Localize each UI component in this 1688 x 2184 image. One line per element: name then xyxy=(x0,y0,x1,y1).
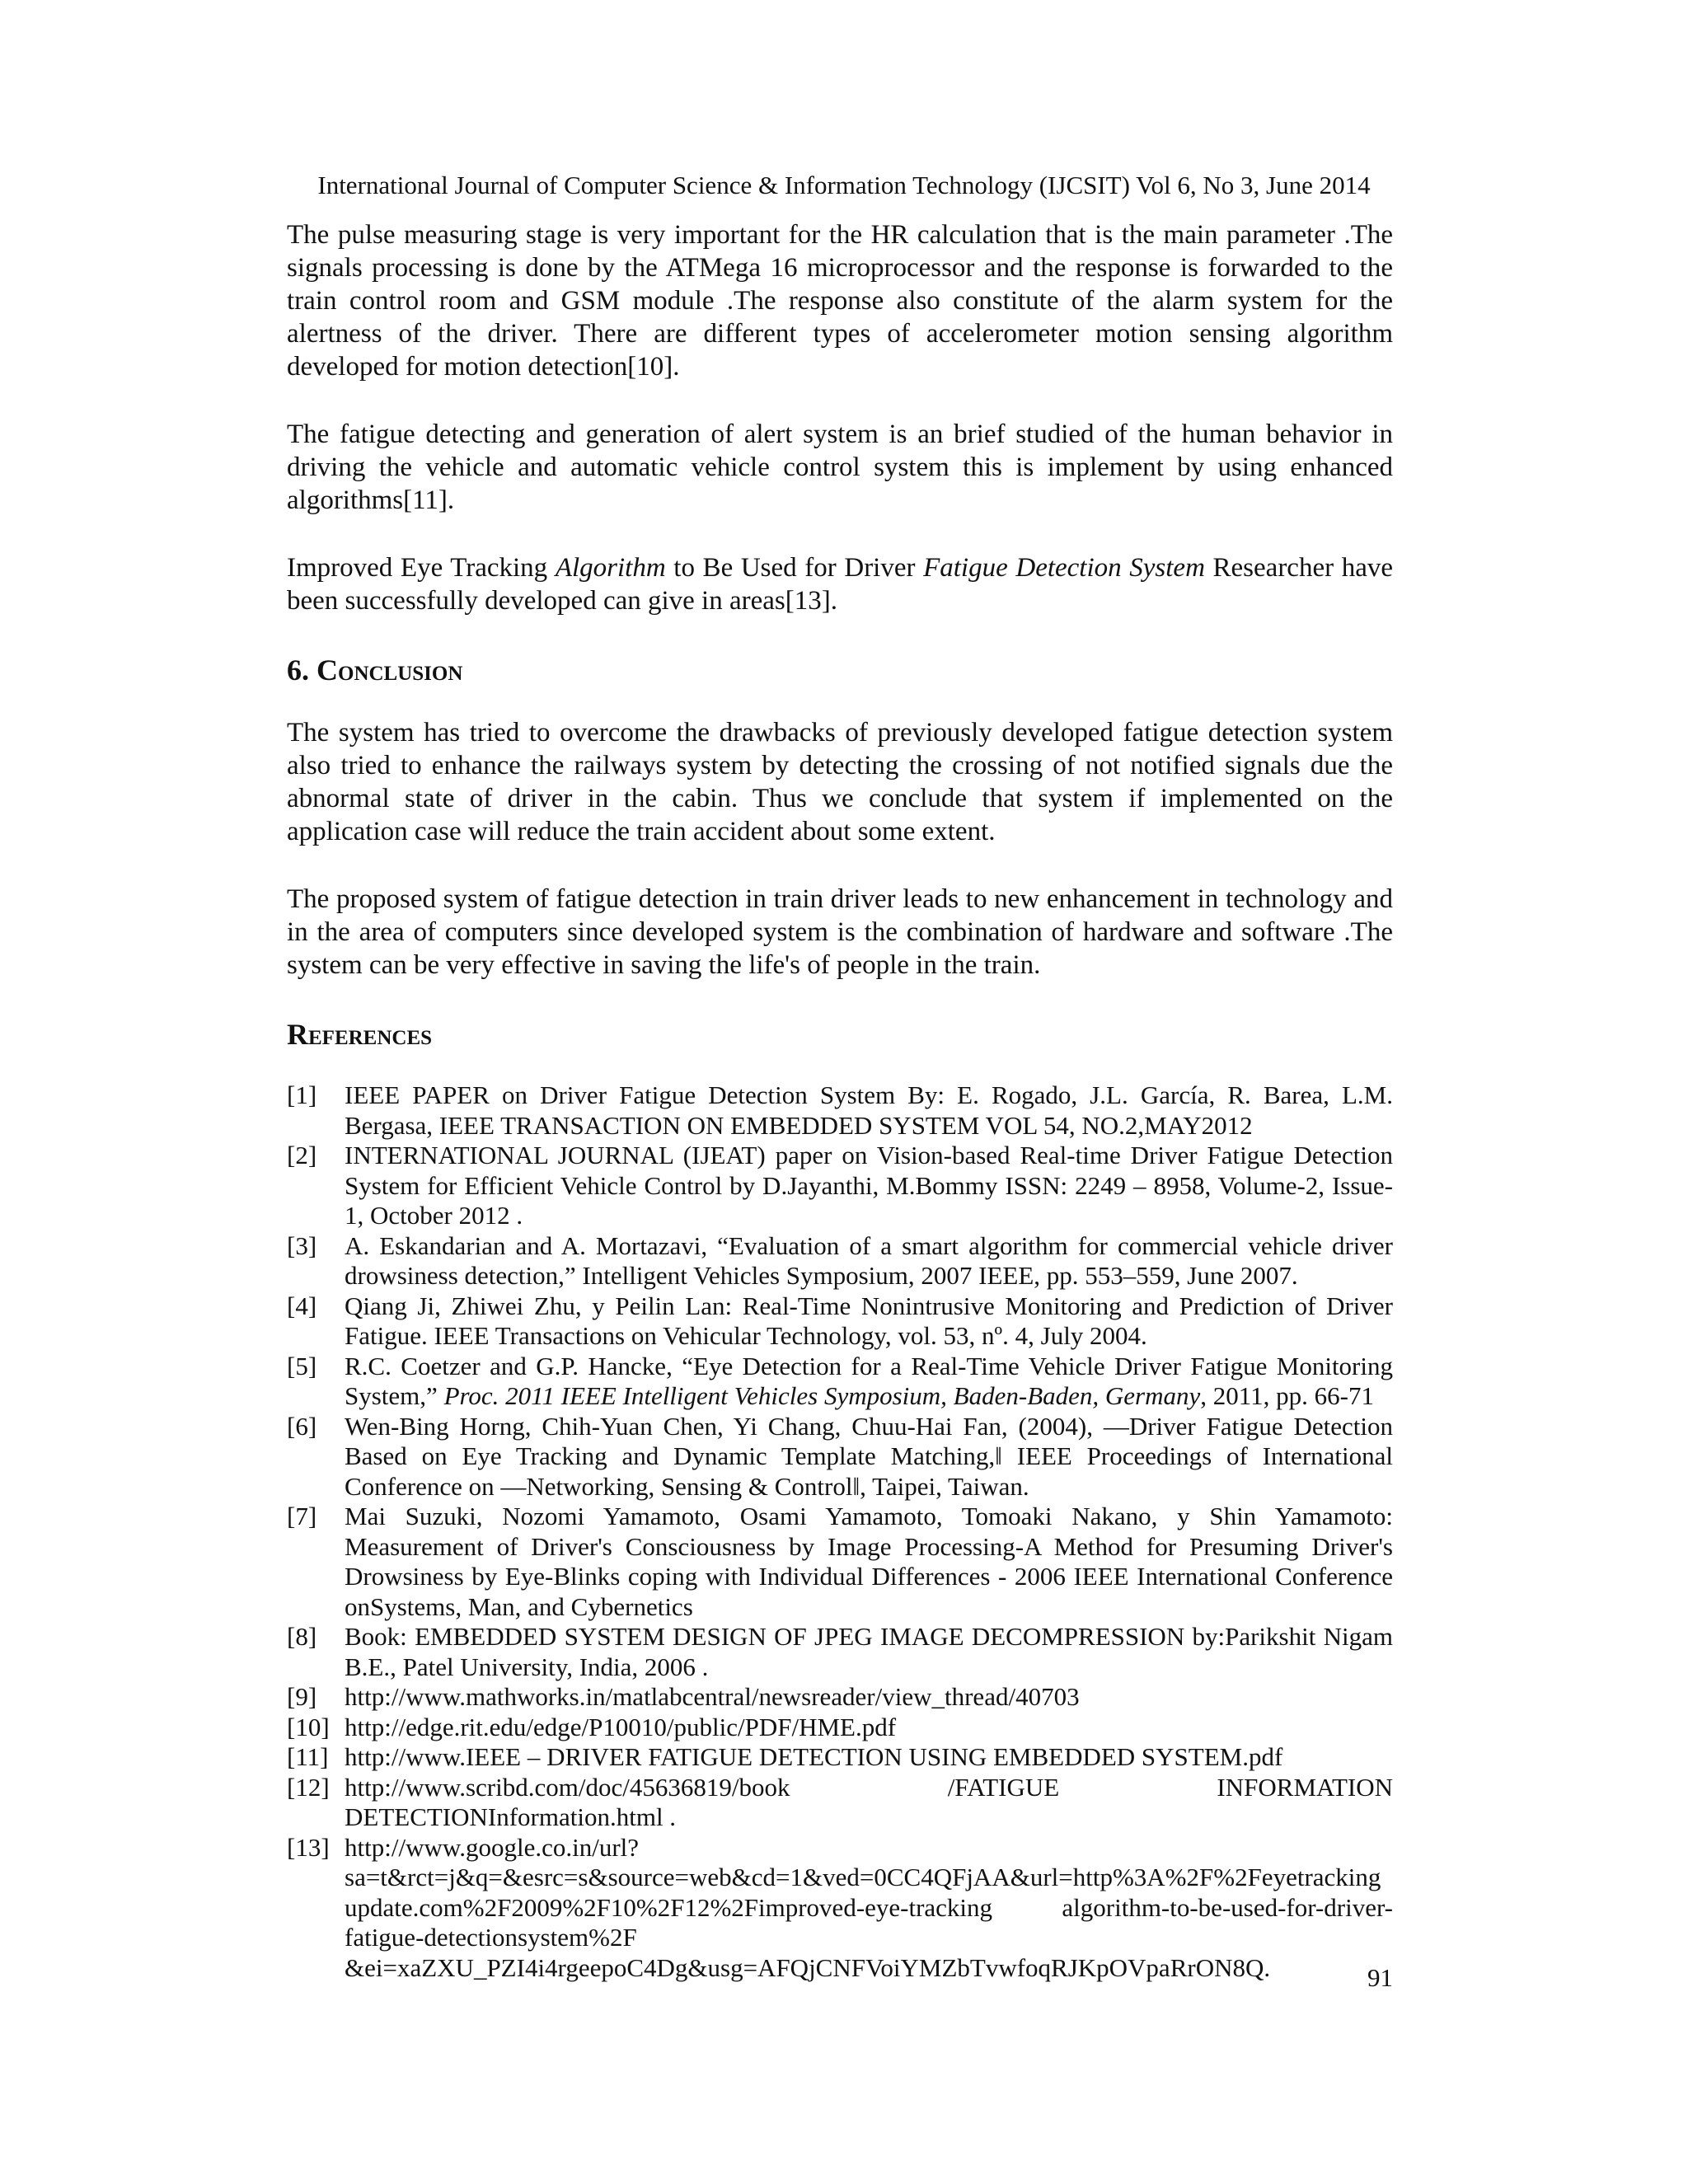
emphasis-algorithm: Algorithm xyxy=(555,553,666,583)
reference-text: Qiang Ji, Zhiwei Zhu, y Peilin Lan: Real-Time Nonintrusive Monitoring and Prediction of Driver Fatigue. IEEE Transactions on Vehicular Technology, vol. 53, nº. 4, July 2004. xyxy=(345,1291,1393,1350)
reference-item xyxy=(287,1231,1393,1291)
text-run: , 2011, pp. 66-71 xyxy=(1200,1381,1374,1410)
body-paragraph-eye-tracking xyxy=(287,551,1393,617)
emphasis-fatigue-system: Fatigue Detection System xyxy=(923,553,1205,583)
body-paragraph-fatigue-alert: The fatigue detecting and generation of alert system is an brief studied of the human behavior in driving the vehicle and automatic vehicle control system this is implement by using enhanced algorithms[11]. xyxy=(287,419,1393,515)
reference-link[interactable]: http://www.IEEE – DRIVER FATIGUE DETECTION USING EMBEDDED SYSTEM.pdf xyxy=(345,1742,1283,1771)
reference-link[interactable]: http://www.google.co.in/url?sa=t&rct=j&q=&esrc=s&source=web&cd=1&ved=0CC4QFjAA&url=http%3A%2F%2Feyetrackingupdate.com%2F2009%2F10%2F12%2Fimproved-eye-tracking algorithm-to-be-used-for-driver-fatigue-detectionsystem%2F &ei=xaZXU_PZI4i4rgeepoC4Dg&usg=AFQjCNFVoiYMZbTvwfoqRJKpOVpaRrON8Q. xyxy=(345,1832,1393,1982)
reference-number: [2] xyxy=(287,1141,317,1169)
reference-item xyxy=(287,1742,1393,1773)
page-content xyxy=(287,218,1393,1983)
reference-number: [7] xyxy=(287,1502,317,1530)
reference-item xyxy=(287,1291,1393,1352)
text-run: to Be Used for Driver xyxy=(665,553,924,583)
reference-number: [3] xyxy=(287,1230,317,1260)
page-number: 91 xyxy=(1367,1963,1393,1992)
reference-list xyxy=(287,1080,1393,1983)
reference-item xyxy=(287,1773,1393,1833)
reference-text: INTERNATIONAL JOURNAL (IJEAT) paper on Vision-based Real-time Driver Fatigue Detection System for Efficient Vehicle Control by D.Jayanthi, M.Bommy ISSN: 2249 – 8958, Volume-2, Issue-1, October 2012 . xyxy=(345,1141,1393,1230)
text-run: Researcher have been successfully developed can give in areas[13]. xyxy=(287,553,1393,616)
reference-item xyxy=(287,1833,1393,1984)
text-run: Improved Eye Tracking xyxy=(287,553,556,583)
reference-link[interactable]: http://edge.rit.edu/edge/P10010/public/PDF/HME.pdf xyxy=(345,1712,897,1741)
reference-link[interactable]: http://www.mathworks.in/matlabcentral/newsreader/view_thread/40703 xyxy=(345,1682,1080,1711)
reference-number: [9] xyxy=(287,1682,317,1711)
reference-item xyxy=(287,1502,1393,1622)
body-paragraph-pulse: The pulse measuring stage is very important for the HR calculation that is the main parameter .The signals processing is done by the ATMega 16 microprocessor and the response is forwarded to the train control room and GSM module .The response also constitute of the alarm system for the alertness of the driver. There are different types of accelerometer motion sensing algorithm developed for motion detection[10]. xyxy=(287,220,1393,382)
conclusion-heading: 6. Conclusion xyxy=(287,654,463,687)
reference-number: [1] xyxy=(287,1080,317,1109)
reference-number: [6] xyxy=(287,1411,317,1441)
running-header: International Journal of Computer Science & Information Technology (IJCSIT) Vol 6, No 3, June 2014 xyxy=(317,171,1371,199)
reference-number: [12] xyxy=(287,1772,330,1802)
reference-text: Wen-Bing Horng, Chih-Yuan Chen, Yi Chang, Chuu-Hai Fan, (2004), ―Driver Fatigue Detection Based on Eye Tracking and Dynamic Template Matching,‖ IEEE Proceedings of International Conference on ―Networking, Sensing & Control‖, Taipei, Taiwan. xyxy=(345,1411,1393,1501)
conclusion-paragraph-1: The system has tried to overcome the drawbacks of previously developed fatigue detection system also tried to enhance the railways system by detecting the crossing of not notified signals due the abnormal state of driver in the cabin. Thus we conclude that system if implemented on the application case will reduce the train accident about some extent. xyxy=(287,718,1393,846)
reference-number: [5] xyxy=(287,1351,317,1380)
reference-text: A. Eskandarian and A. Mortazavi, “Evaluation of a smart algorithm for commercial vehicle driver drowsiness detection,” Intelligent Vehicles Symposium, 2007 IEEE, pp. 553–559, June 2007. xyxy=(345,1230,1393,1290)
reference-item xyxy=(287,1352,1393,1412)
reference-number: [10] xyxy=(287,1712,330,1741)
reference-item xyxy=(287,1080,1393,1141)
reference-number: [11] xyxy=(287,1742,329,1771)
reference-item xyxy=(287,1682,1393,1713)
reference-item xyxy=(287,1622,1393,1682)
reference-venue: Proc. 2011 IEEE Intelligent Vehicles Symposium, Baden-Baden, Germany xyxy=(443,1381,1201,1410)
reference-item xyxy=(287,1713,1393,1743)
reference-text: Mai Suzuki, Nozomi Yamamoto, Osami Yamamoto, Tomoaki Nakano, y Shin Yamamoto: Measurement of Driver's Consciousness by Image Processing-A Method for Presuming Driver's Drowsiness by Eye-Blinks coping with Individual Differences - 2006 IEEE International Conference onSystems, Man, and Cybernetics xyxy=(345,1502,1393,1621)
reference-item xyxy=(287,1141,1393,1231)
reference-number: [8] xyxy=(287,1622,317,1651)
reference-item xyxy=(287,1412,1393,1502)
reference-number: [4] xyxy=(287,1291,317,1320)
reference-text: Book: EMBEDDED SYSTEM DESIGN OF JPEG IMAGE DECOMPRESSION by:Parikshit Nigam B.E., Patel University, India, 2006 . xyxy=(345,1622,1393,1681)
reference-number: [13] xyxy=(287,1832,330,1862)
reference-text: IEEE PAPER on Driver Fatigue Detection System By: E. Rogado, J.L. García, R. Barea, L.M. Bergasa, IEEE TRANSACTION ON EMBEDDED SYSTEM VOL 54, NO.2,MAY2012 xyxy=(345,1080,1393,1140)
text-run: R.C. Coetzer and G.P. Hancke, “Eye Detection for a Real-Time Vehicle Driver Fatigue Monitoring System,” xyxy=(345,1351,1393,1410)
conclusion-paragraph-2: The proposed system of fatigue detection in train driver leads to new enhancement in technology and in the area of computers since developed system is the combination of hardware and software .The system can be very effective in saving the life's of people in the train. xyxy=(287,884,1393,980)
references-heading: References xyxy=(287,1018,433,1051)
reference-link[interactable]: http://www.scribd.com/doc/45636819/book /FATIGUE INFORMATION DETECTIONInformation.html . xyxy=(345,1772,1393,1831)
reference-text xyxy=(345,1352,1393,1412)
